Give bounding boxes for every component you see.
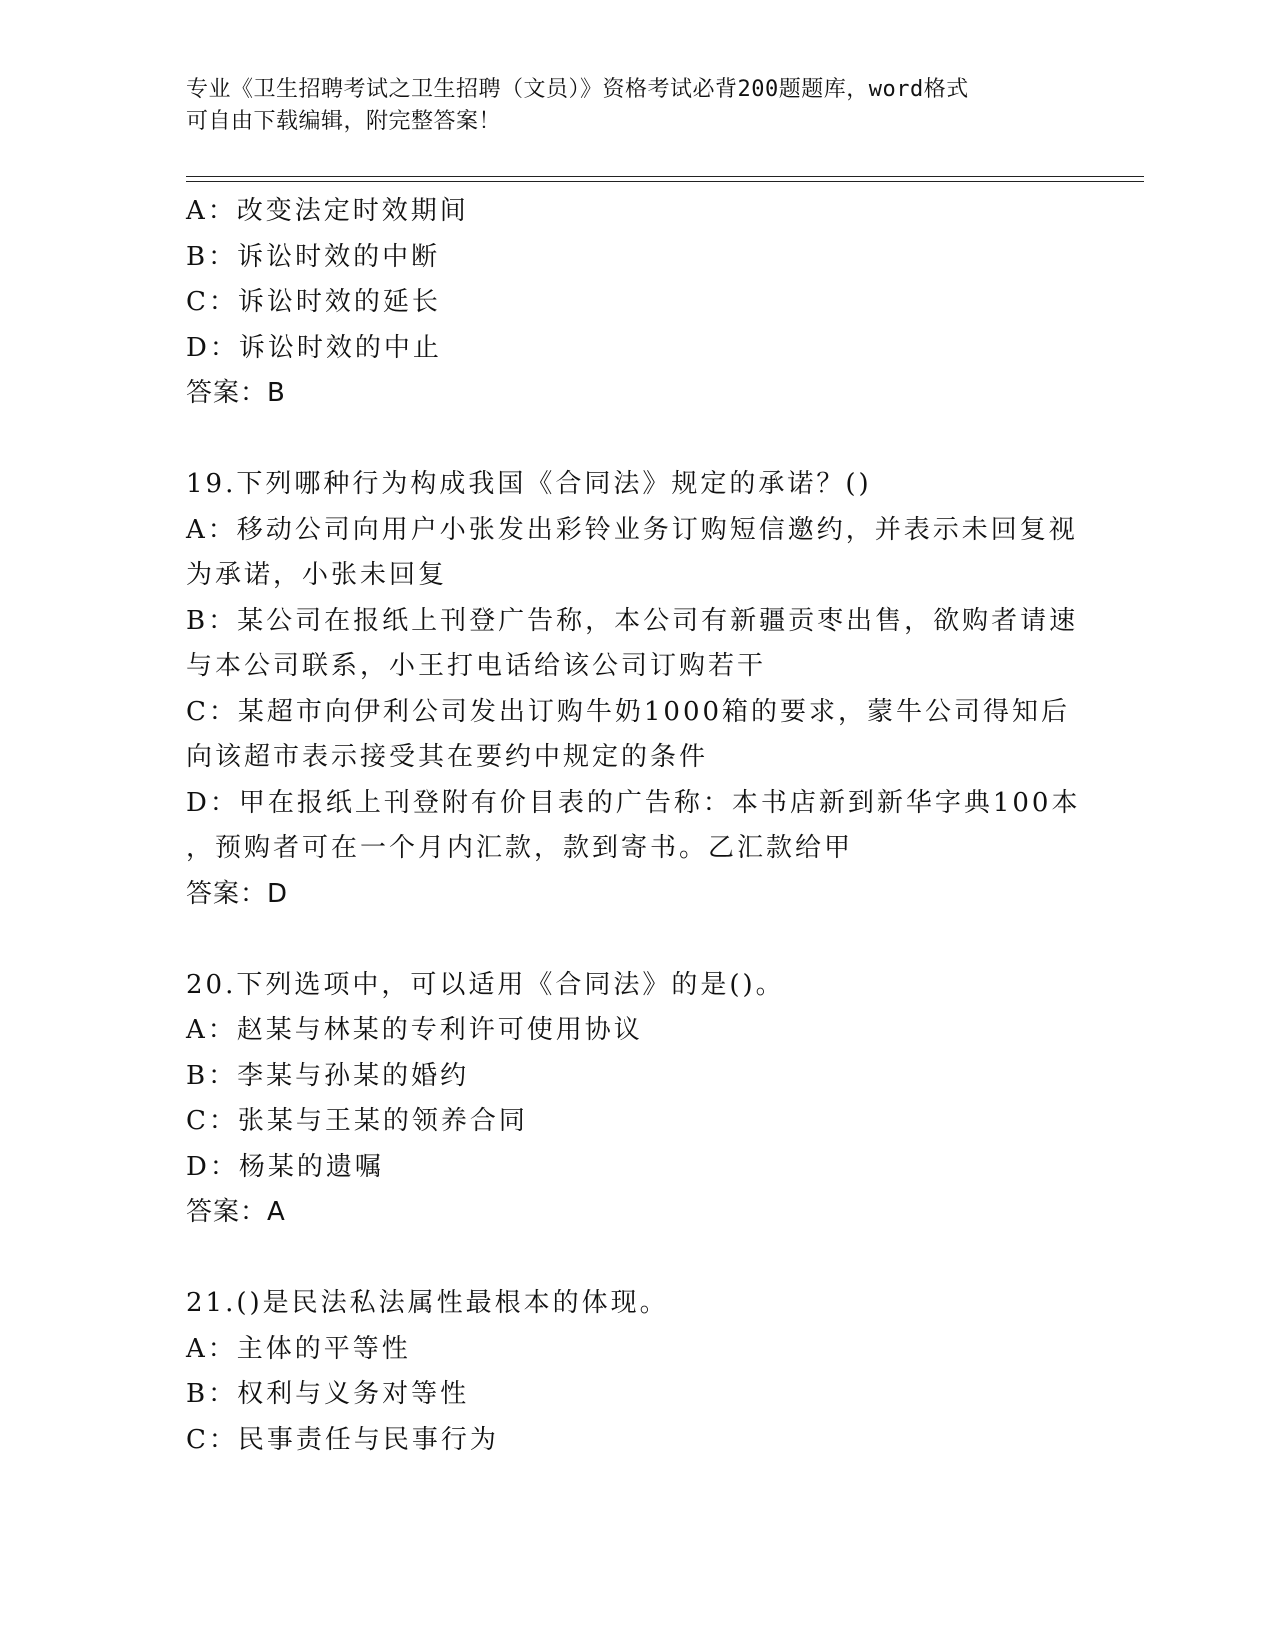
spacer <box>186 417 1086 463</box>
spacer <box>186 917 1086 963</box>
option-b: B：诉讼时效的中断 <box>186 241 441 272</box>
option-d-continued: ，预购者可在一个月内汇款，款到寄书。乙汇款给甲 <box>186 833 854 863</box>
question-block-19 <box>186 462 1086 917</box>
option-d: D：杨某的遗嘱 <box>186 1151 384 1182</box>
option-a: A：移动公司向用户小张发出彩铃业务订购短信邀约，并表示未回复视 <box>186 514 1078 545</box>
header-line-2: 可自由下载编辑，附完整答案！ <box>186 109 502 134</box>
option-b: B：权利与义务对等性 <box>186 1379 470 1409</box>
spacer <box>186 1236 1086 1282</box>
document-header <box>186 74 1086 138</box>
option-a: A：主体的平等性 <box>186 1333 411 1364</box>
question-block-21 <box>186 1281 1086 1463</box>
option-a-continued: 为承诺，小张未回复 <box>186 560 448 590</box>
answer-line: 答案：D <box>186 878 289 909</box>
option-b-continued: 与本公司联系，小王打电话给该公司订购若干 <box>186 651 767 681</box>
option-d: D：甲在报纸上刊登附有价目表的广告称：本书店新到新华字典100本 <box>186 787 1081 818</box>
answer-line: 答案：B <box>186 378 286 408</box>
option-c: C：张某与王某的领养合同 <box>186 1106 528 1136</box>
option-c: C：某超市向伊利公司发出订购牛奶1000箱的要求，蒙牛公司得知后 <box>186 696 1071 727</box>
question-stem: 20.下列选项中，可以适用《合同法》的是()。 <box>186 969 785 1000</box>
header-divider-top <box>186 176 1144 177</box>
question-block-prev <box>186 189 1086 417</box>
option-c: C：民事责任与民事行为 <box>186 1424 499 1455</box>
option-a: A：改变法定时效期间 <box>186 196 469 226</box>
question-stem: 19.下列哪种行为构成我国《合同法》规定的承诺？() <box>186 469 872 499</box>
question-block-20 <box>186 963 1086 1236</box>
option-d: D：诉讼时效的中止 <box>186 332 442 363</box>
option-c-continued: 向该超市表示接受其在要约中规定的条件 <box>186 742 709 772</box>
question-stem: 21.()是民法私法属性最根本的体现。 <box>186 1288 669 1318</box>
option-a: A：赵某与林某的专利许可使用协议 <box>186 1015 643 1045</box>
answer-line: 答案：A <box>186 1197 286 1227</box>
option-c: C：诉讼时效的延长 <box>186 287 441 317</box>
header-line-1: 专业《卫生招聘考试之卫生招聘（文员）》资格考试必背200题题库，word格式 <box>186 77 969 102</box>
option-b: B：某公司在报纸上刊登广告称，本公司有新疆贡枣出售，欲购者请速 <box>186 605 1079 636</box>
header-divider-bottom <box>186 181 1144 182</box>
question-list <box>186 189 1086 1463</box>
option-b: B：李某与孙某的婚约 <box>186 1060 470 1091</box>
